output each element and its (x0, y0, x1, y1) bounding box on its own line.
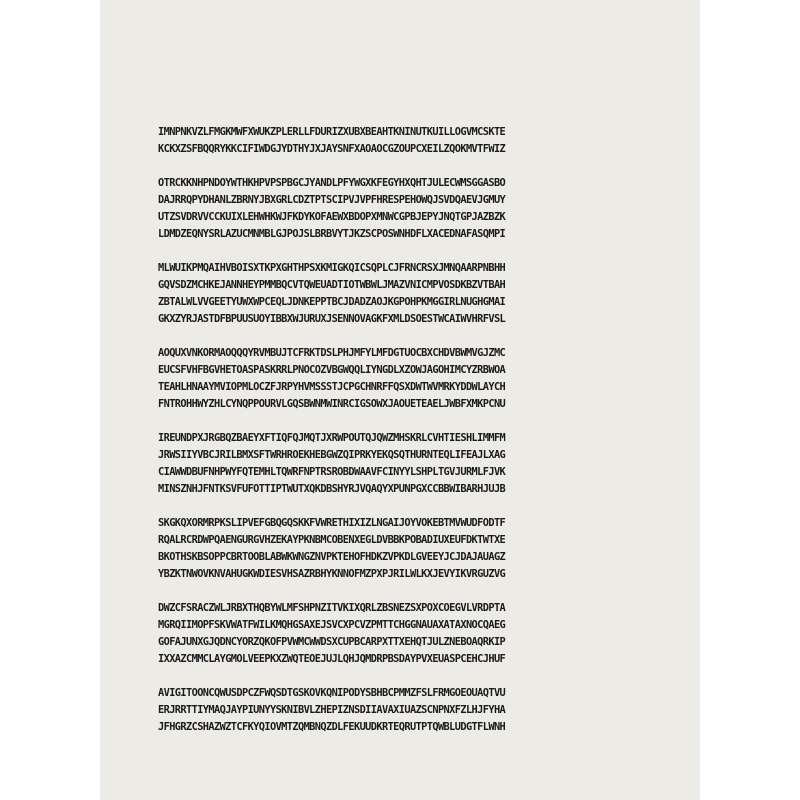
text-line: IMNPNKVZLFMGKMWFXWUKZPLERLLFDURIZXUBXBEAHTKNINUTKUILLOGVMCSKTE (158, 126, 506, 138)
text-line: KCKXZSFBQQRYKKCIFIWDGJYDTHYJXJAYSNFXAOAOCGZOUPCXEILZQOKMVTFWIZ (158, 143, 506, 155)
text-line: DWZCFSRACZWLJRBXTHQBYWLMFSHPNZITVKIXQRLZBSNEZSXPOXCOEGVLVRDPTA (158, 602, 506, 614)
text-line: MINSZNHJFNTKSVFUFOTTIPTWUTXQKDBSHYRJVQAQYXPUNPGXCCBBWIBARHJUJB (158, 483, 506, 495)
text-line: DAJRRQPYDHANLZBRNYJBXGRLCDZTPTSCIPVJVPFHRESPEHOWQJSVDQAEVJGMUY (158, 194, 506, 206)
text-line: CIAWWDBUFNHPWYFQTEMHLTQWRFNPTRSROBDWAAVFCINYYLSHPLTGVJURMLFJVK (158, 466, 506, 478)
text-line: YBZKTNWOVKNVAHUGKWDIESVHSAZRBHYKNNOFMZPXPJRILWLKXJEVYIKVRGUZVG (158, 568, 506, 580)
text-line: OTRCKKNHPNDOYWTHKHPVPSPBGCJYANDLPFYWGXKFEGYHXQHTJULECWMSGGASBO (158, 177, 506, 189)
paragraph (158, 345, 638, 413)
text-line: ERJRRTTIYMAQJAYPIUNYYSKNIBVLZHEPIZNSDIIAVAXIUAZSCNPNXFZLHJFYHA (158, 704, 506, 716)
paragraph (158, 260, 638, 328)
paragraph (158, 685, 638, 736)
text-line: FNTROHHWYZHLCYNQPPOURVLGQSBWNMWINRCIGSOWXJAOUETEAELJWBFXMKPCNU (158, 398, 506, 410)
text-line: IREUNDPXJRGBQZBAEYXFTIQFQJMQTJXRWPOUTQJQWZMHSKRLCVHTIESHLIMMFM (158, 432, 506, 444)
text-line: JFHGRZCSHAZWZTCFKYQIOVMTZQMBNQZDLFEKUUDKRTEQRUTPTQWBLUDGTFLWNH (158, 721, 506, 733)
text-line: SKGKQXORMRPKSLIPVEFGBQGQSKKFVWRETHIXIZLNGAIJOYVOKEBTMVWUDFODTF (158, 517, 506, 529)
paragraph (158, 124, 638, 158)
text-line: ZBTALWLVVGEETYUWXWPCEQLJDNKEPPTBCJDADZAOJKGPOHPKMGGIRLNUGHGMAI (158, 296, 506, 308)
text-line: JRWSIIYVBCJRILBMXSFTWRHROEKHEBGWZQIPRKYEKQSQTHURNTEQLIFEAJLXAG (158, 449, 506, 461)
text-line: GOFAJUNXGJQDNCYORZQKOFPVWMCWWDSXCUPBCARPXTTXEHQTJULZNEBOAQRKIP (158, 636, 506, 648)
text-line: UTZSVDRVVCCKUIXLEHWHKWJFKDYKOFAEWXBDOPXMNWCGPBJEPYJNQTGPJAZBZK (158, 211, 506, 223)
paragraph (158, 600, 638, 668)
text-line: MGRQIIMOPFSKVWATFWILKMQHGSAXEJSVCXPCVZPMTTCHGGNAUAXATAXNOCQAEG (158, 619, 506, 631)
document-page (100, 0, 700, 800)
text-line: AVIGITOONCQWUSDPCZFWQSDTGSKOVKQNIPODYSBHBCPMMZFSLFRMGOEOUAQTVU (158, 687, 506, 699)
text-line: GKXZYRJASTDFBPUUSUOYIBBXWJURUXJSENNOVAGKFXMLDSOESTWCAIWVHRFVSL (158, 313, 506, 325)
text-line: EUCSFVHFBGVHETOASPASKRRLPNOCOZVBGWQQLIYNGDLXZOWJAGOHIMCYZRBWOA (158, 364, 506, 376)
text-line: GQVSDZMCHKEJANNHEYPMMBQCVTQWEUADTIOTWBWLJMAZVNICMPVOSDKBZVTBAH (158, 279, 506, 291)
text-line: MLWUIKPMQAIHVBOISXTKPXGHTHPSXKMIGKQICSQPLCJFRNCRSXJMNQAARPNBHH (158, 262, 506, 274)
paragraph (158, 515, 638, 583)
text-line: BKOTHSKBSOPPCBRTOOBLABWKWNGZNVPKTEHOFHDKZVPKDLGVEEYJCJDAJAUAGZ (158, 551, 506, 563)
text-block (158, 124, 638, 753)
text-line: RQALRCRDWPQAENGURGVHZEKAYPKNBMCOBENXEGLDVBBKPOBADIUXEUFDKTWTXE (158, 534, 506, 546)
text-line: LDMDZEQNYSRLAZUCMNMBLGJPOJSLBRBVYTJKZSCPOSWNHDFLXACEDNAFASQMPI (158, 228, 506, 240)
text-line: AOQUXVNKORMAOQQQYRVMBUJTCFRKTDSLPHJMFYLMFDGTUOCBXCHDVBWMVGJZMC (158, 347, 506, 359)
paragraph (158, 430, 638, 498)
paragraph (158, 175, 638, 243)
text-line: TEAHLHNAAYMVIOPMLOCZFJRPYHVMSSSTJCPGCHNRFFQSXDWTWVMRKYDDWLAYCH (158, 381, 506, 393)
text-line: IXXAZCMMCLAYGMOLVEEPKXZWQTEOEJUJLQHJQMDRPBSDAYPVXEUASPCEHCJHUF (158, 653, 506, 665)
